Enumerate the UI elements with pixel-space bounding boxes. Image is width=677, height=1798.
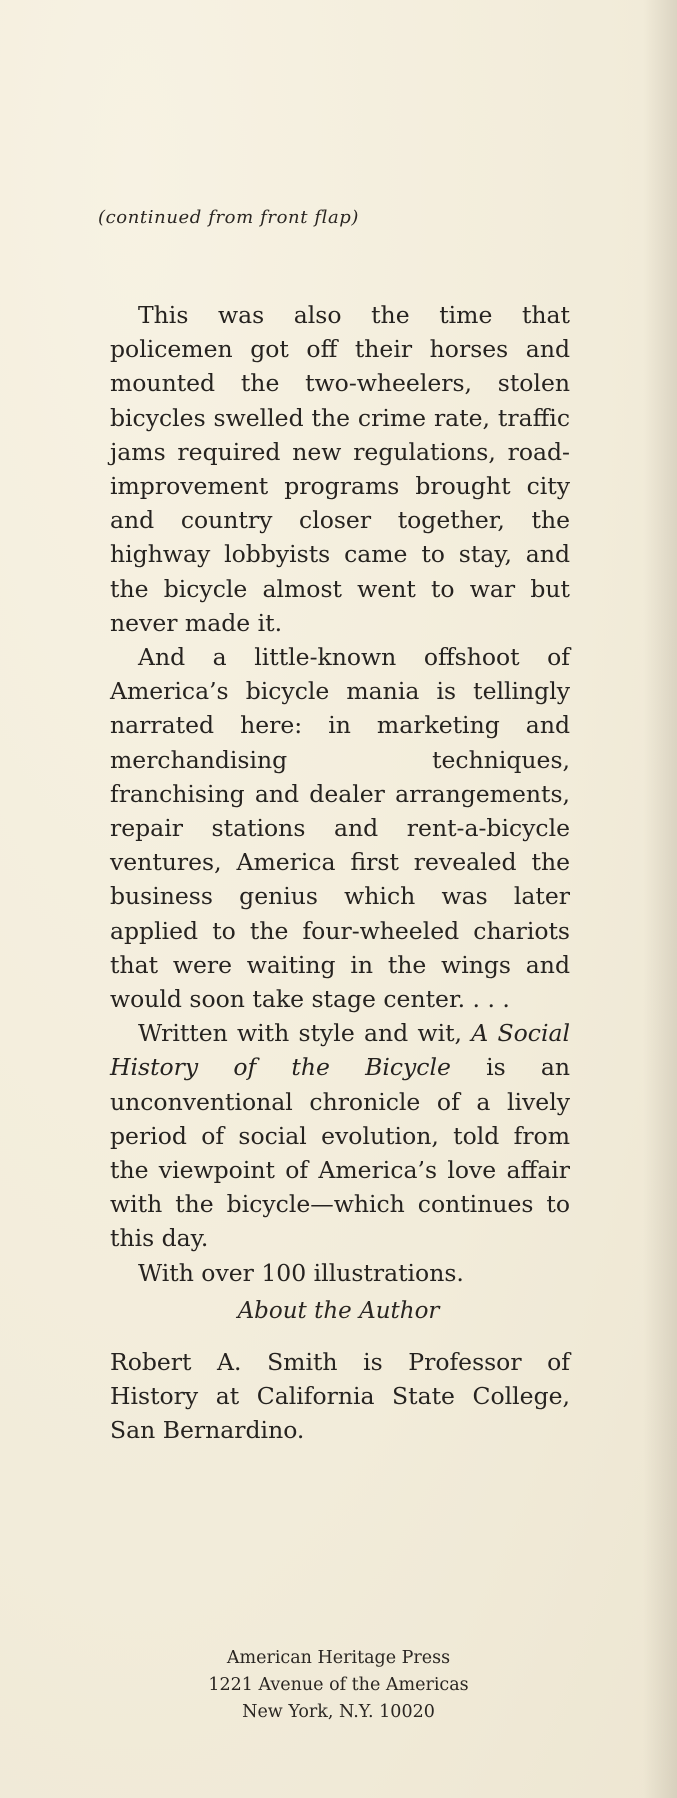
publisher-address-line-2: New York, N.Y. 10020 [242, 1702, 435, 1722]
publisher-name: American Heritage Press [226, 1648, 451, 1668]
about-author-text: Robert A. Smith is Professor of History at California State College, San Bernardino. [110, 1348, 570, 1445]
paragraph-3-rest: is an unconventional chronicle of a lively period of social evolution, told from the viewpoint of America’s love affair with the bicycle—which continues to this day. [110, 1053, 570, 1253]
blurb-paragraph-3 [110, 1016, 570, 1255]
book-title: A Social History of the Bicycle [110, 1019, 570, 1082]
continued-note: (continued from front flap) [98, 207, 360, 228]
about-author-heading: About the Author [237, 1298, 440, 1324]
illustrations-note: With over 100 illustrations. [138, 1258, 464, 1287]
publisher-imprint [0, 1645, 677, 1726]
blurb-paragraph-1: This was also the time that policemen got off their horses and mounted the two-wheelers, stolen bicycles swelled the crime rate, traffic jams required new regulations, road-improvement programs brought city and country closer together, the highway lobbyists came to stay, and the bicycle almost went to war but never made it. [110, 301, 570, 637]
blurb-paragraph-2: And a little-known offshoot of America’s bicycle mania is tellingly narrated here: in marketing and merchandising techniques, franchising and dealer arrangements, repair stations and rent-a-bicycle ventures, America first revealed the business genius which was later applied to the four-wheeled chariots that were waiting in the wings and would soon take stage center. . . . [110, 643, 570, 1014]
paragraph-3-lead: Written with style and wit, [138, 1019, 472, 1048]
publisher-address-line-1: 1221 Avenue of the Americas [208, 1675, 469, 1695]
flap-blurb [110, 298, 570, 1290]
